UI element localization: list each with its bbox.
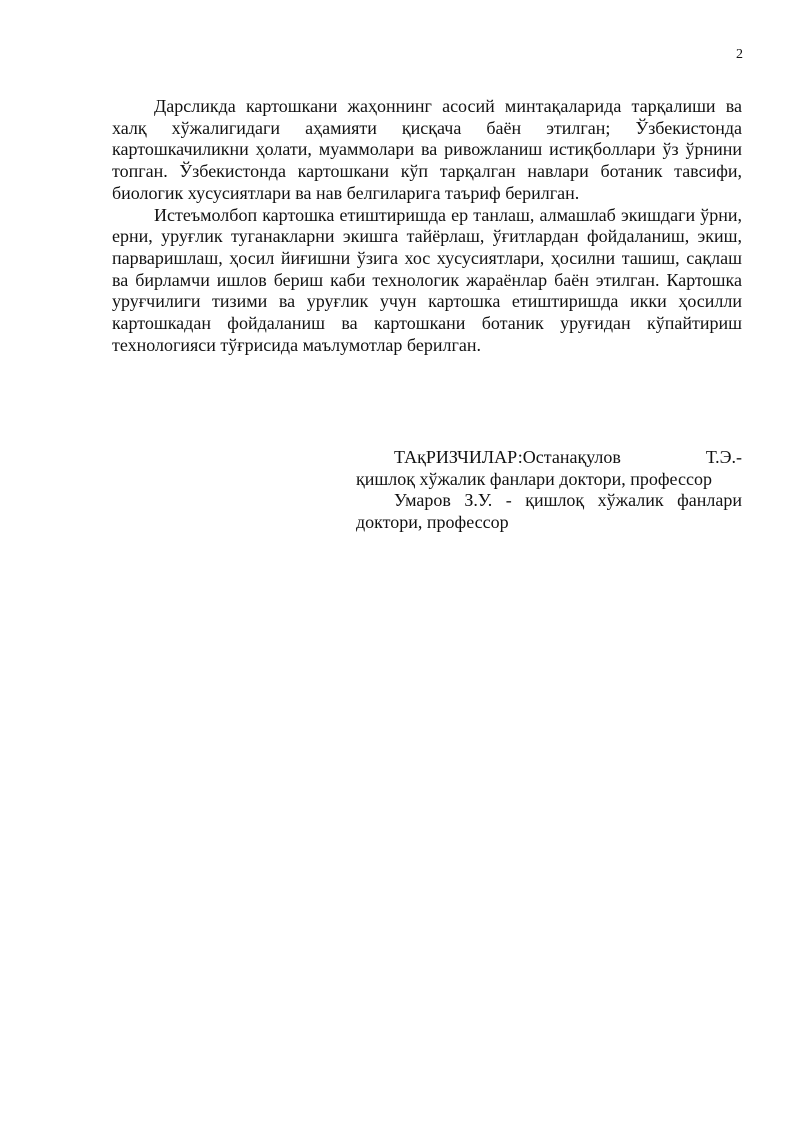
body-text [112,96,742,356]
paragraph-technology: Истеъмолбоп картошка етиштиришда ер танлаш, алмашлаб экишдаги ўрни, ерни, уруғлик туганакларни экишга тайёрлаш, ўғитлардан фойдаланиш, экиш, парваришлаш, ҳосил йиғишни ўзига хос хусусиятлари, ҳосилни ташиш, сақлаш ва бирламчи ишлов бериш каби технологик жараёнлар баён этилган. Картошка уруғчилиги тизими ва уруғлик учун картошка етиштиришда икки ҳосилли картошкадан фойдаланиш ва картошкани ботаник уруғидан кўпайтириш технологияси тўғрисида маълумотлар берилган. [112,204,742,355]
reviewer-first-line [356,447,742,469]
paragraph-intro: Дарсликда картошкани жаҳоннинг асосий минтақаларида тарқалиши ва халқ хўжалигидаги аҳамияти қисқача баён этилган; Ўзбекистонда картошкачиликни ҳолати, муаммолари ва ривожланиш истиқболлари ўз ўрнини топган. Ўзбекистонда картошкани кўп тарқалган навлари ботаник тавсифи, биологик хусусиятлари ва нав белгиларига таъриф берилган. [112,96,742,203]
reviewer-first-title: қишлоқ хўжалик фанлари доктори, профессор [356,468,712,489]
reviewers-heading-and-name: ТАқРИЗЧИЛАР:Останақулов [394,447,621,467]
reviewer-first-initials: Т.Э.- [705,447,742,467]
reviewers-block [356,447,742,534]
page-number: 2 [736,47,743,62]
reviewer-second: Умаров З.У. - қишлоқ хўжалик фанлари доктори, профессор [356,490,742,533]
